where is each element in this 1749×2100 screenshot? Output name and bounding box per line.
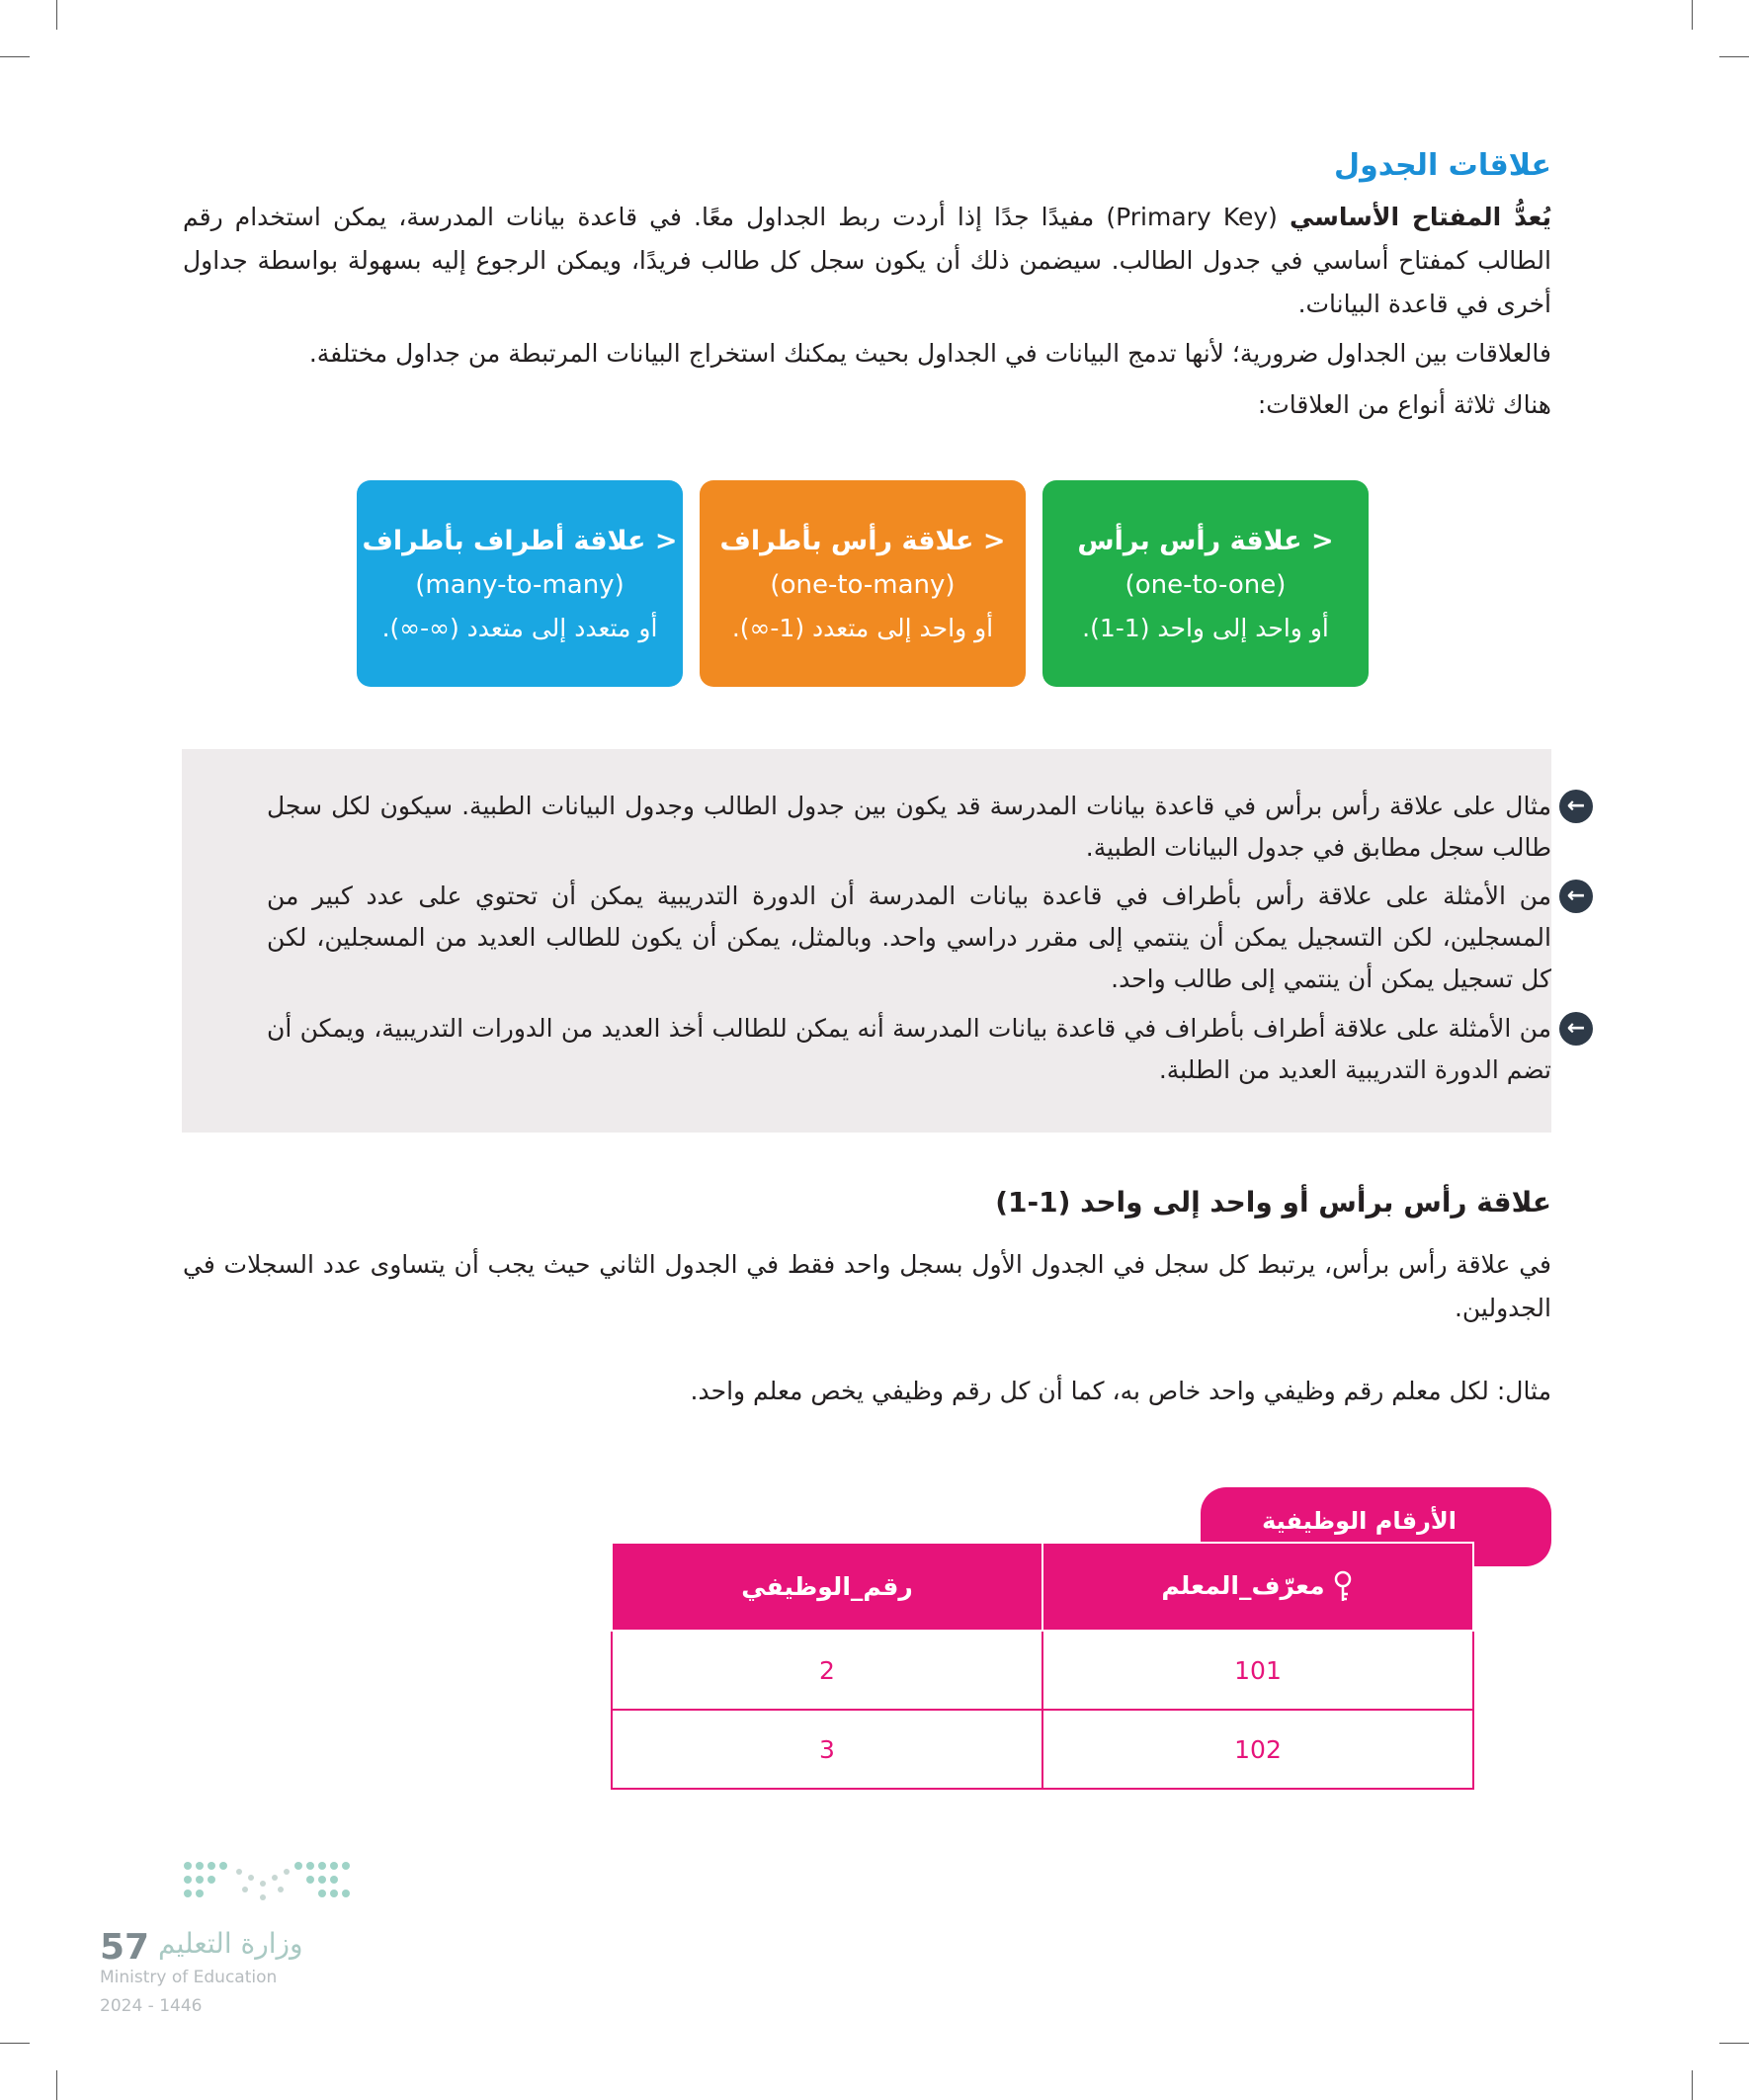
arrow-left-icon: ← xyxy=(1559,790,1593,823)
crop-mark xyxy=(1719,56,1749,57)
table-cell: 2 xyxy=(612,1631,1042,1710)
note-item xyxy=(267,876,1586,1000)
table-row xyxy=(612,1710,1473,1789)
note-text: من الأمثلة على علاقة أطراف بأطراف في قاعدة بيانات المدرسة أنه يمكن للطالب أخذ العديد من الدورات التدريبية، ويمكن أن تضم الدورة التدريبية العديد من الطلبة. xyxy=(267,1014,1551,1084)
ministry-logo xyxy=(180,1858,353,1927)
crop-mark xyxy=(1692,0,1693,30)
one-to-one-description: في علاقة رأس برأس، يرتبط كل سجل في الجدول الأول بسجل واحد فقط في الجدول الثاني حيث يجب أن يتساوى عدد السجلات في الجدولين. xyxy=(183,1250,1551,1322)
one-to-one-title: علاقة رأس برأس أو واحد إلى واحد (1-1) xyxy=(995,1186,1551,1218)
note-text: من الأمثلة على علاقة رأس بأطراف في قاعدة بيانات المدرسة أن الدورة التدريبية يمكن أن تحتوي على عدد كبير من المسجلين، لكن التسجيل يمكن أن ينتمي إلى مقرر دراسي واحد. وبالمثل، يمكن أن يكون للطالب العديد من المسجلين، لكن كل تسجيل يمكن أن ينتمي إلى طالب واحد. xyxy=(267,882,1551,993)
ministry-name-english: Ministry of Education xyxy=(100,1968,278,1987)
primary-key-term: يُعدُّ المفتاح الأساسي xyxy=(1290,203,1552,231)
crop-mark xyxy=(56,2070,57,2100)
crop-mark xyxy=(0,2043,30,2044)
crop-mark xyxy=(1692,2070,1693,2100)
note-text: مثال على علاقة رأس برأس في قاعدة بيانات المدرسة قد يكون بين جدول الطالب وجدول البيانات الطبية. سيكون لكل سجل طالب سجل مطابق في جدول البيانات الطبية. xyxy=(267,792,1551,862)
card-description: أو متعدد إلى متعدد (∞-∞). xyxy=(381,614,658,642)
column-header-teacher-id xyxy=(1042,1543,1473,1631)
crop-mark xyxy=(56,0,57,30)
employee-numbers-table xyxy=(611,1542,1474,1790)
table-row xyxy=(612,1631,1473,1710)
intro-paragraph xyxy=(183,196,1551,326)
card-one-to-many xyxy=(700,480,1026,687)
types-paragraph: هناك ثلاثة أنواع من العلاقات: xyxy=(1257,390,1551,419)
relations-paragraph: فالعلاقات بين الجداول ضرورية؛ لأنها تدمج البيانات في الجداول بحيث يمكنك استخراج البيانات المرتبطة من جداول مختلفة. xyxy=(308,339,1551,368)
card-description: أو واحد إلى متعدد (1-∞). xyxy=(731,614,994,642)
crop-mark xyxy=(0,56,30,57)
table-cell: 101 xyxy=(1042,1631,1473,1710)
arrow-left-icon: ← xyxy=(1559,1012,1593,1046)
card-description: أو واحد إلى واحد (1-1). xyxy=(1082,614,1329,642)
card-title: < علاقة رأس برأس xyxy=(1077,526,1334,556)
table-cell: 102 xyxy=(1042,1710,1473,1789)
crop-mark xyxy=(1719,2043,1749,2044)
table-header-row xyxy=(612,1543,1473,1631)
ministry-name-arabic: وزارة التعليم xyxy=(158,1927,303,1960)
card-subtitle: (many-to-many) xyxy=(415,570,625,600)
relationship-cards xyxy=(333,480,1369,687)
column-header-employee-number: رقم_الوظيفي xyxy=(612,1543,1042,1631)
header-label: معرّف_المعلم xyxy=(1161,1570,1325,1600)
intro-text: (Primary Key) مفيدًا جدًا إذا أردت ربط الجداول معًا. في قاعدة بيانات المدرسة، يمكن استخدام رقم الطالب كمفتاح أساسي في جدول الطالب. سيضمن ذلك أن يكون سجل كل طالب فريدًا، ويمكن الرجوع إليه بسهولة بواسطة جداول أخرى في قاعدة البيانات. xyxy=(183,203,1551,318)
one-to-one-example: مثال: لكل معلم رقم وظيفي واحد خاص به، كما أن كل رقم وظيفي يخص معلم واحد. xyxy=(690,1377,1551,1405)
key-icon xyxy=(1331,1570,1355,1604)
table-name: الأرقام الوظيفية xyxy=(1262,1507,1457,1535)
table-cell: 3 xyxy=(612,1710,1042,1789)
edition-year: 2024 - 1446 xyxy=(100,1996,203,2016)
arrow-left-icon: ← xyxy=(1559,880,1593,913)
page-number: 57 xyxy=(100,1927,150,1968)
note-item xyxy=(267,1008,1586,1091)
card-title: < علاقة رأس بأطراف xyxy=(719,526,1006,556)
card-subtitle: (one-to-one) xyxy=(1124,570,1287,600)
card-subtitle: (one-to-many) xyxy=(770,570,956,600)
card-one-to-one xyxy=(1042,480,1369,687)
card-title: < علاقة أطراف بأطراف xyxy=(362,526,678,556)
section-title: علاقات الجدول xyxy=(1334,148,1551,183)
card-many-to-many xyxy=(357,480,683,687)
note-item xyxy=(267,786,1586,869)
